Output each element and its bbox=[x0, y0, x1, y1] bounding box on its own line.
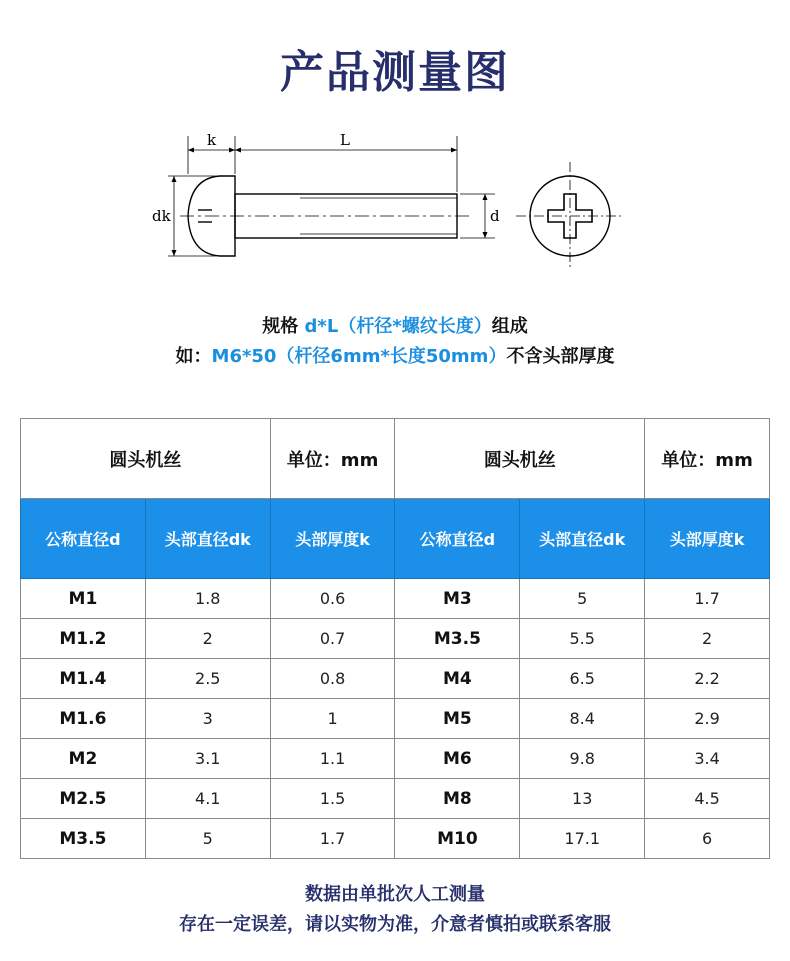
table-cell: 5 bbox=[520, 579, 645, 619]
table-cell: 5 bbox=[145, 819, 270, 859]
spec-line-2-prefix: 如： bbox=[175, 346, 212, 367]
table-cell: M6 bbox=[395, 739, 520, 779]
table-cell: 8.4 bbox=[520, 699, 645, 739]
table-cell: 1.7 bbox=[645, 579, 770, 619]
table-cell: 6.5 bbox=[520, 659, 645, 699]
group-header-name: 圆头机丝 bbox=[395, 419, 645, 499]
column-header: 头部厚度k bbox=[645, 499, 770, 579]
table-cell: M1.4 bbox=[21, 659, 146, 699]
table-cell: M1.2 bbox=[21, 619, 146, 659]
table-row bbox=[21, 579, 770, 619]
table-cell: 1.8 bbox=[145, 579, 270, 619]
table-cell: 2 bbox=[145, 619, 270, 659]
spec-line-2 bbox=[0, 342, 790, 368]
table-cell: 2.5 bbox=[145, 659, 270, 699]
table-cell: M3.5 bbox=[21, 819, 146, 859]
table-cell: 1.1 bbox=[270, 739, 395, 779]
page-title: 产品测量图 bbox=[280, 47, 510, 98]
table-column-header-row bbox=[21, 499, 770, 579]
table-cell: M3 bbox=[395, 579, 520, 619]
table-cell: 3.4 bbox=[645, 739, 770, 779]
table-cell: 9.8 bbox=[520, 739, 645, 779]
table-cell: M8 bbox=[395, 779, 520, 819]
table-cell: M10 bbox=[395, 819, 520, 859]
label-d: d bbox=[490, 207, 500, 225]
table-row bbox=[21, 619, 770, 659]
spec-line-2-highlight: M6*50（杆径6mm*长度50mm） bbox=[211, 346, 507, 367]
group-header-unit: 单位：mm bbox=[645, 419, 770, 499]
table-cell: 13 bbox=[520, 779, 645, 819]
table-cell: M4 bbox=[395, 659, 520, 699]
table-cell: 3 bbox=[145, 699, 270, 739]
table-cell: 1 bbox=[270, 699, 395, 739]
table-cell: 2 bbox=[645, 619, 770, 659]
measurement-note: 数据由单批次人工测量 bbox=[305, 884, 485, 905]
disclaimer-note: 存在一定误差，请以实物为准，介意者慎拍或联系客服 bbox=[179, 914, 611, 935]
group-header-name: 圆头机丝 bbox=[21, 419, 271, 499]
table-cell: 0.8 bbox=[270, 659, 395, 699]
spec-line-1 bbox=[0, 312, 790, 338]
screw-dimension-diagram bbox=[150, 128, 650, 288]
table-cell: 17.1 bbox=[520, 819, 645, 859]
column-header: 头部直径dk bbox=[520, 499, 645, 579]
column-header: 头部厚度k bbox=[270, 499, 395, 579]
table-cell: M1 bbox=[21, 579, 146, 619]
table-cell: 0.7 bbox=[270, 619, 395, 659]
table-row bbox=[21, 739, 770, 779]
label-k: k bbox=[207, 131, 217, 149]
label-L: L bbox=[340, 131, 350, 149]
table-cell: M1.6 bbox=[21, 699, 146, 739]
label-dk: dk bbox=[152, 207, 171, 225]
table-row bbox=[21, 779, 770, 819]
spec-line-1-prefix: 规格 bbox=[262, 316, 305, 337]
spec-line-1-suffix: 组成 bbox=[491, 316, 528, 337]
column-header: 公称直径d bbox=[21, 499, 146, 579]
table-cell: M3.5 bbox=[395, 619, 520, 659]
table-row bbox=[21, 819, 770, 859]
table-cell: 4.5 bbox=[645, 779, 770, 819]
column-header: 头部直径dk bbox=[145, 499, 270, 579]
table-cell: 5.5 bbox=[520, 619, 645, 659]
spec-line-2-suffix: 不含头部厚度 bbox=[506, 346, 615, 367]
column-header: 公称直径d bbox=[395, 499, 520, 579]
size-table bbox=[20, 418, 770, 859]
table-cell: M5 bbox=[395, 699, 520, 739]
table-cell: 6 bbox=[645, 819, 770, 859]
group-header-unit: 单位：mm bbox=[270, 419, 395, 499]
spec-line-1-highlight: d*L（杆径*螺纹长度） bbox=[304, 316, 492, 337]
table-row bbox=[21, 659, 770, 699]
table-cell: 3.1 bbox=[145, 739, 270, 779]
table-cell: 1.7 bbox=[270, 819, 395, 859]
table-cell: 2.9 bbox=[645, 699, 770, 739]
table-cell: M2.5 bbox=[21, 779, 146, 819]
table-group-header-row bbox=[21, 419, 770, 499]
table-cell: 2.2 bbox=[645, 659, 770, 699]
table-cell: 1.5 bbox=[270, 779, 395, 819]
table-cell: M2 bbox=[21, 739, 146, 779]
table-row bbox=[21, 699, 770, 739]
table-cell: 0.6 bbox=[270, 579, 395, 619]
table-cell: 4.1 bbox=[145, 779, 270, 819]
